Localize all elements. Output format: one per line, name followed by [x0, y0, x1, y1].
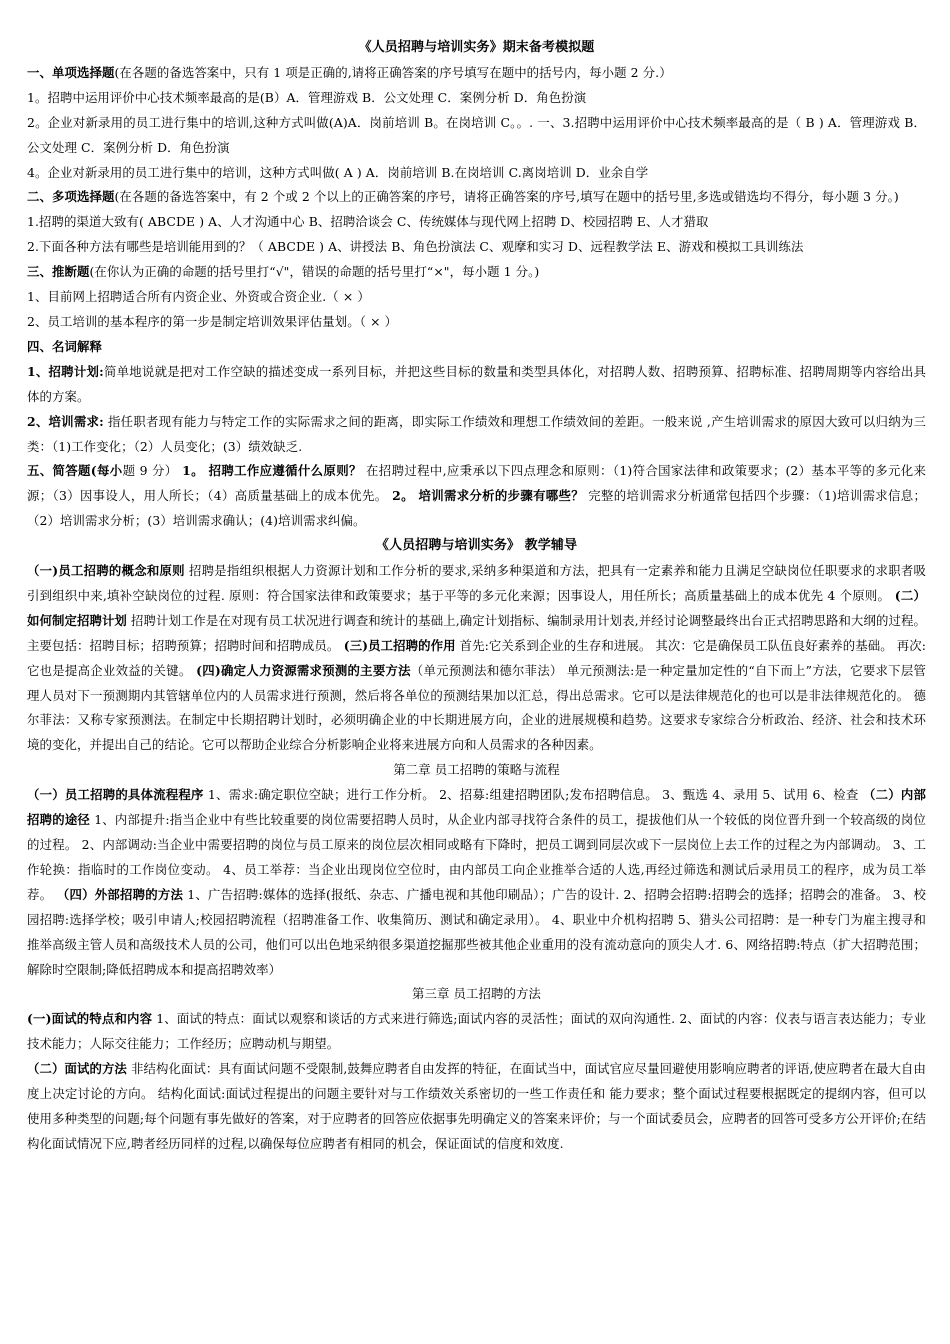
judgement-q1: 1、目前网上招聘适合所有内资企业、外资或合资企业.（ × ） [27, 289, 370, 305]
exam-title: 《人员招聘与培训实务》期末备考模拟题 [358, 40, 595, 55]
judgement-q2: 2、员工培训的基本程序的第一步是制定培训效果评估量划。（ × ） [27, 313, 398, 329]
chapter3-interview-features: (一)面试的特点和内容 1、面试的特点：面试以观察和谈话的方式来进行筛选;面试内容的灵活性；面试的双向沟通性. 2、面试的内容：仪表与语言表达能力；专业技术能力；人际交往能力；工作经历；应聘动机与期望。 [27, 1011, 926, 1052]
multi-choice-q2: 2.下面各种方法有哪些是培训能用到的？（ ABCDE ) A、讲授法 B、角色扮演法 C、观摩和实习 D、远程教学法 E、游戏和模拟工具训练法 [27, 239, 804, 255]
term-recruitment-plan: 1、招聘计划:简单地说就是把对工作空缺的描述变成一系列目标，并把这些目标的数量和类型具体化，对招聘人数、招聘预算、招聘标准、招聘周期等内容给出具体的方案。 [27, 363, 927, 404]
section-judgement-heading: 三、推断题(在你认为正确的命题的括号里打“√"，错误的命题的括号里打“×"，每小题 1 分。) [27, 264, 540, 280]
single-choice-q1: 1。招聘中运用评价中心技术频率最高的是(B）A．管理游戏 B．公文处理 C．案例分析 D．角色扮演 [27, 89, 587, 105]
term-training-needs: 2、培训需求: 指任职者现有能力与特定工作的实际需求之间的距离，即实际工作绩效和理想工作绩效间的差距。一般来说 ,产生培训需求的原因大致可以归纳为三类：（1)工作变化；（2）人员变化；(3）绩效缺乏. [27, 413, 926, 454]
section-terms-heading: 四、名词解释 [27, 338, 102, 354]
multi-choice-q1: 1.招聘的渠道大致有( ABCDE ) A、人才沟通中心 B、招聘洽谈会 C、传统媒体与现代网上招聘 D、校园招聘 E、人才猎取 [27, 214, 709, 230]
section-short-answer: 五、简答题(每小题 9 分） 1。 招聘工作应遵循什么原则？ 在招聘过程中,应秉承以下四点理念和原则：（1)符合国家法律和政策要求；(2）基本平等的多元化来源；（3）因事设人，用人所长；（4）高质量基础上的成本优先。 2。 培训需求分析的步骤有哪些？ 完整的培训需求分析通常包括四个步骤：（1)培训需求信息；（2）培训需求分析；(3）培训需求确认；(4)培训需求纠偏。 [27, 463, 926, 529]
chapter2-body: （一）员工招聘的具体流程程序 1、需求:确定职位空缺；进行工作分析。 2、招募:组建招聘团队;发布招聘信息。 3、甄选 4、录用 5、试用 6、检查 （二）内部招聘的途径 1、内部提升:指当企业中有些比较重要的岗位需要招聘人员时，从企业内部寻找符合条件的员工，提拔他们从一个较低的岗位晋升到一个较高级的岗位的过程。 2、内部调动:当企业中需要招聘的岗位与员工原来的岗位层次相同或略有下降时，把员工调到同层次或下一层岗位上去工作的过程之为内部调动。 3、工作轮换：指临时的工作岗位变动。 4、员工举荐：当企业出现岗位空位时，由内部员工向企业推举合适的人选,再经过筛选和测试后录用员工的程序，成为员工举荐。 （四）外部招聘的方法 1、广告招聘:媒体的选择(报纸、杂志、广播电视和其他印刷品）；广告的设计. 2、招聘会招聘:招聘会的选择；招聘会的准备。 3、校园招聘:选择学校；吸引申请人;校园招聘流程（招聘准备工作、收集简历、测试和确定录用）。 4、职业中介机构招聘 5、猎头公司招聘：是一种专门为雇主搜寻和推举高级主管人员和高级技术人员的公司，他们可以出色地采纳很多渠道挖掘那些被其他企业重用的没有流动意向的顶尖人才. 6、网络招聘:特点（扩大招聘范围；解除时空限制;降低招聘成本和提高招聘效率） [27, 787, 927, 977]
guide-title: 《人员招聘与培训实务》 教学辅导 [375, 538, 578, 554]
chapter3-interview-methods: （二）面试的方法 非结构化面试：具有面试问题不受限制,鼓舞应聘者自由发挥的特征，在面试当中，面试官应尽量回避使用影响应聘者的评语,使应聘者在最大自由度上决定讨论的方向。 结构化面试:面试过程提出的问题主要针对与工作绩效关系密切的一些工作责任和 能力要求；整个面试过程要根据既定的提纲内容，但可以使用多种类型的问题;每个问题有事先做好的答案，对于应聘者的回答应依据事先明确定义的答案来评价；与一个面试委员会，应聘者的回答可受多方公开评价;在结构化面试情况下应,聘者经历同样的过程,以确保每位应聘者有相同的机会，保证面试的信度和效度. [27, 1061, 926, 1151]
chapter3-title: 第三章 员工招聘的方法 [412, 986, 541, 1002]
section-single-choice-heading: 一、单项选择题(在各题的备选答案中，只有 1 项是正确的,请将正确答案的序号填写在题中的括号内，每小题 2 分.） [27, 64, 672, 80]
section-multi-choice-heading: 二、多项选择题(在各题的备选答案中，有 2 个或 2 个以上的正确答案的序号，请将正确答案的序号,填写在题中的括号里,多选或错选均不得分，每小题 3 分。) [27, 189, 899, 205]
single-choice-q2: 2。企业对新录用的员工进行集中的培训,这种方式叫做(A)A．岗前培训 B。在岗培训 C。。. 一、3.招聘中运用评价中心技术频率最高的是（ B ) A．管理游戏 B．公文处理 C．案例分析 D．角色扮演 [27, 114, 926, 155]
guide-chapter1-body: （一)员工招聘的概念和原则 招聘是指组织根据人力资源计划和工作分析的要求,采纳多种渠道和方法，把具有一定素养和能力且满足空缺岗位任职要求的求职者吸引到组织中来,填补空缺岗位的过程. 原则：符合国家法律和政策要求；基于平等的多元化来源；因事设人，用任所长；高质量基础上的成本优先 4 个原则。 (二）如何制定招聘计划 招聘计划工作是在对现有员工状况进行调查和统计的基础上,确定计划指标、编制录用计划表,并经讨论调整最终出台正式招聘思路和大纲的过程。 主要包括：招聘目标；招聘预算；招聘时间和招聘成员。 (三)员工招聘的作用 首先:它关系到企业的生存和进展。 其次：它是确保员工队伍良好素养的基础。 再次:它也是提高企业效益的关键。 (四)确定人力资源需求预测的主要方法（单元预测法和德尔菲法） 单元预测法:是一种定量加定性的“自下而上”方法，它要求下层管理人员对下一预测期内其管辖单位内的人员需求进行预测，然后将各单位的预测结果加以汇总，得出总需求。它可以是法律规范化的也可以是非法律规范化的。 德尔菲法：又称专家预测法。在制定中长期招聘计划时，必须明确企业的中长期进展方向，企业的进展规模和趋势。这要求专家综合分析政治、经济、社会和技术环境的变化，并提出自己的结论。它可以帮助企业综合分析影响企业将来进展方向和人员需求的各种因素。 [27, 563, 927, 753]
chapter2-title: 第二章 员工招聘的策略与流程 [393, 762, 560, 778]
single-choice-q4: 4。企业对新录用的员工进行集中的培训，这种方式叫做( A ) A．岗前培训 B.在岗培训 C.离岗培训 D．业余自学 [27, 164, 649, 180]
